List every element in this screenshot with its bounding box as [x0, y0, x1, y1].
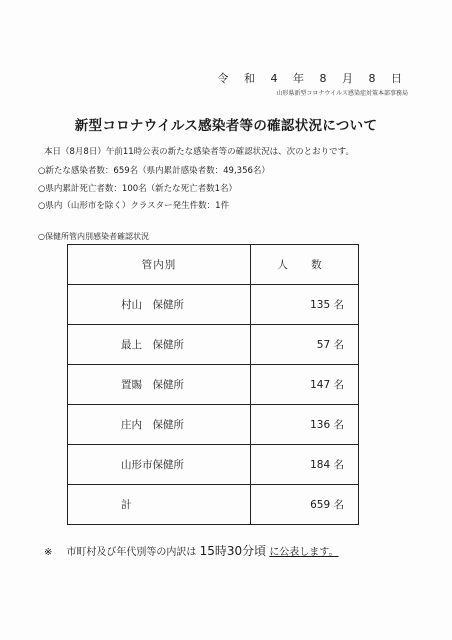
health-center-table — [67, 244, 359, 525]
table-header-row — [68, 245, 359, 285]
document-date: 令 和 4 年 8 月 8 日 — [217, 72, 408, 85]
case-count: 136 名 — [251, 405, 359, 445]
issuing-organization: 山形県新型コロナウイルス感染症対策本部事務局 — [276, 90, 408, 97]
note-time: 15時30分頃 — [199, 544, 267, 558]
header-area: 管内別 — [68, 245, 251, 285]
table-row — [68, 445, 359, 485]
note-text-before: 市町村及び年代別等の内訳は — [66, 547, 197, 558]
summary-list — [38, 163, 270, 216]
total-count: 659 名 — [251, 485, 359, 525]
publication-note — [44, 542, 339, 559]
cluster-item: ○県内（山形市を除く）クラスター発生件数：1件 — [38, 201, 230, 211]
document-title: 新型コロナウイルス感染者等の確認状況について — [74, 118, 378, 134]
case-count: 147 名 — [251, 365, 359, 405]
area-name: 置賜 保健所 — [68, 365, 251, 405]
header-count: 人 数 — [251, 245, 359, 285]
note-mark: ※ — [44, 547, 53, 558]
table-row — [68, 365, 359, 405]
area-name: 山形市保健所 — [68, 445, 251, 485]
new-cases-item: ○新たな感染者数：659名（県内累計感染者数：49,356名） — [38, 166, 270, 176]
total-label: 計 — [68, 485, 251, 525]
table-row — [68, 325, 359, 365]
case-count: 57 名 — [251, 325, 359, 365]
area-name: 庄内 保健所 — [68, 405, 251, 445]
table-row — [68, 285, 359, 325]
case-count: 135 名 — [251, 285, 359, 325]
area-name: 村山 保健所 — [68, 285, 251, 325]
total-row — [68, 485, 359, 525]
note-text-after: に公表します。 — [269, 547, 339, 558]
intro-paragraph: 本日（8月8日）午前11時公表の新たな感染者等の確認状況は、次のとおりです。 — [44, 147, 354, 157]
table-section-label: ○保健所管内別感染者確認状況 — [38, 232, 149, 241]
case-count: 184 名 — [251, 445, 359, 485]
area-name: 最上 保健所 — [68, 325, 251, 365]
deaths-item: ○県内累計死亡者数：100名（新たな死亡者数1名） — [38, 183, 238, 194]
table-row — [68, 405, 359, 445]
